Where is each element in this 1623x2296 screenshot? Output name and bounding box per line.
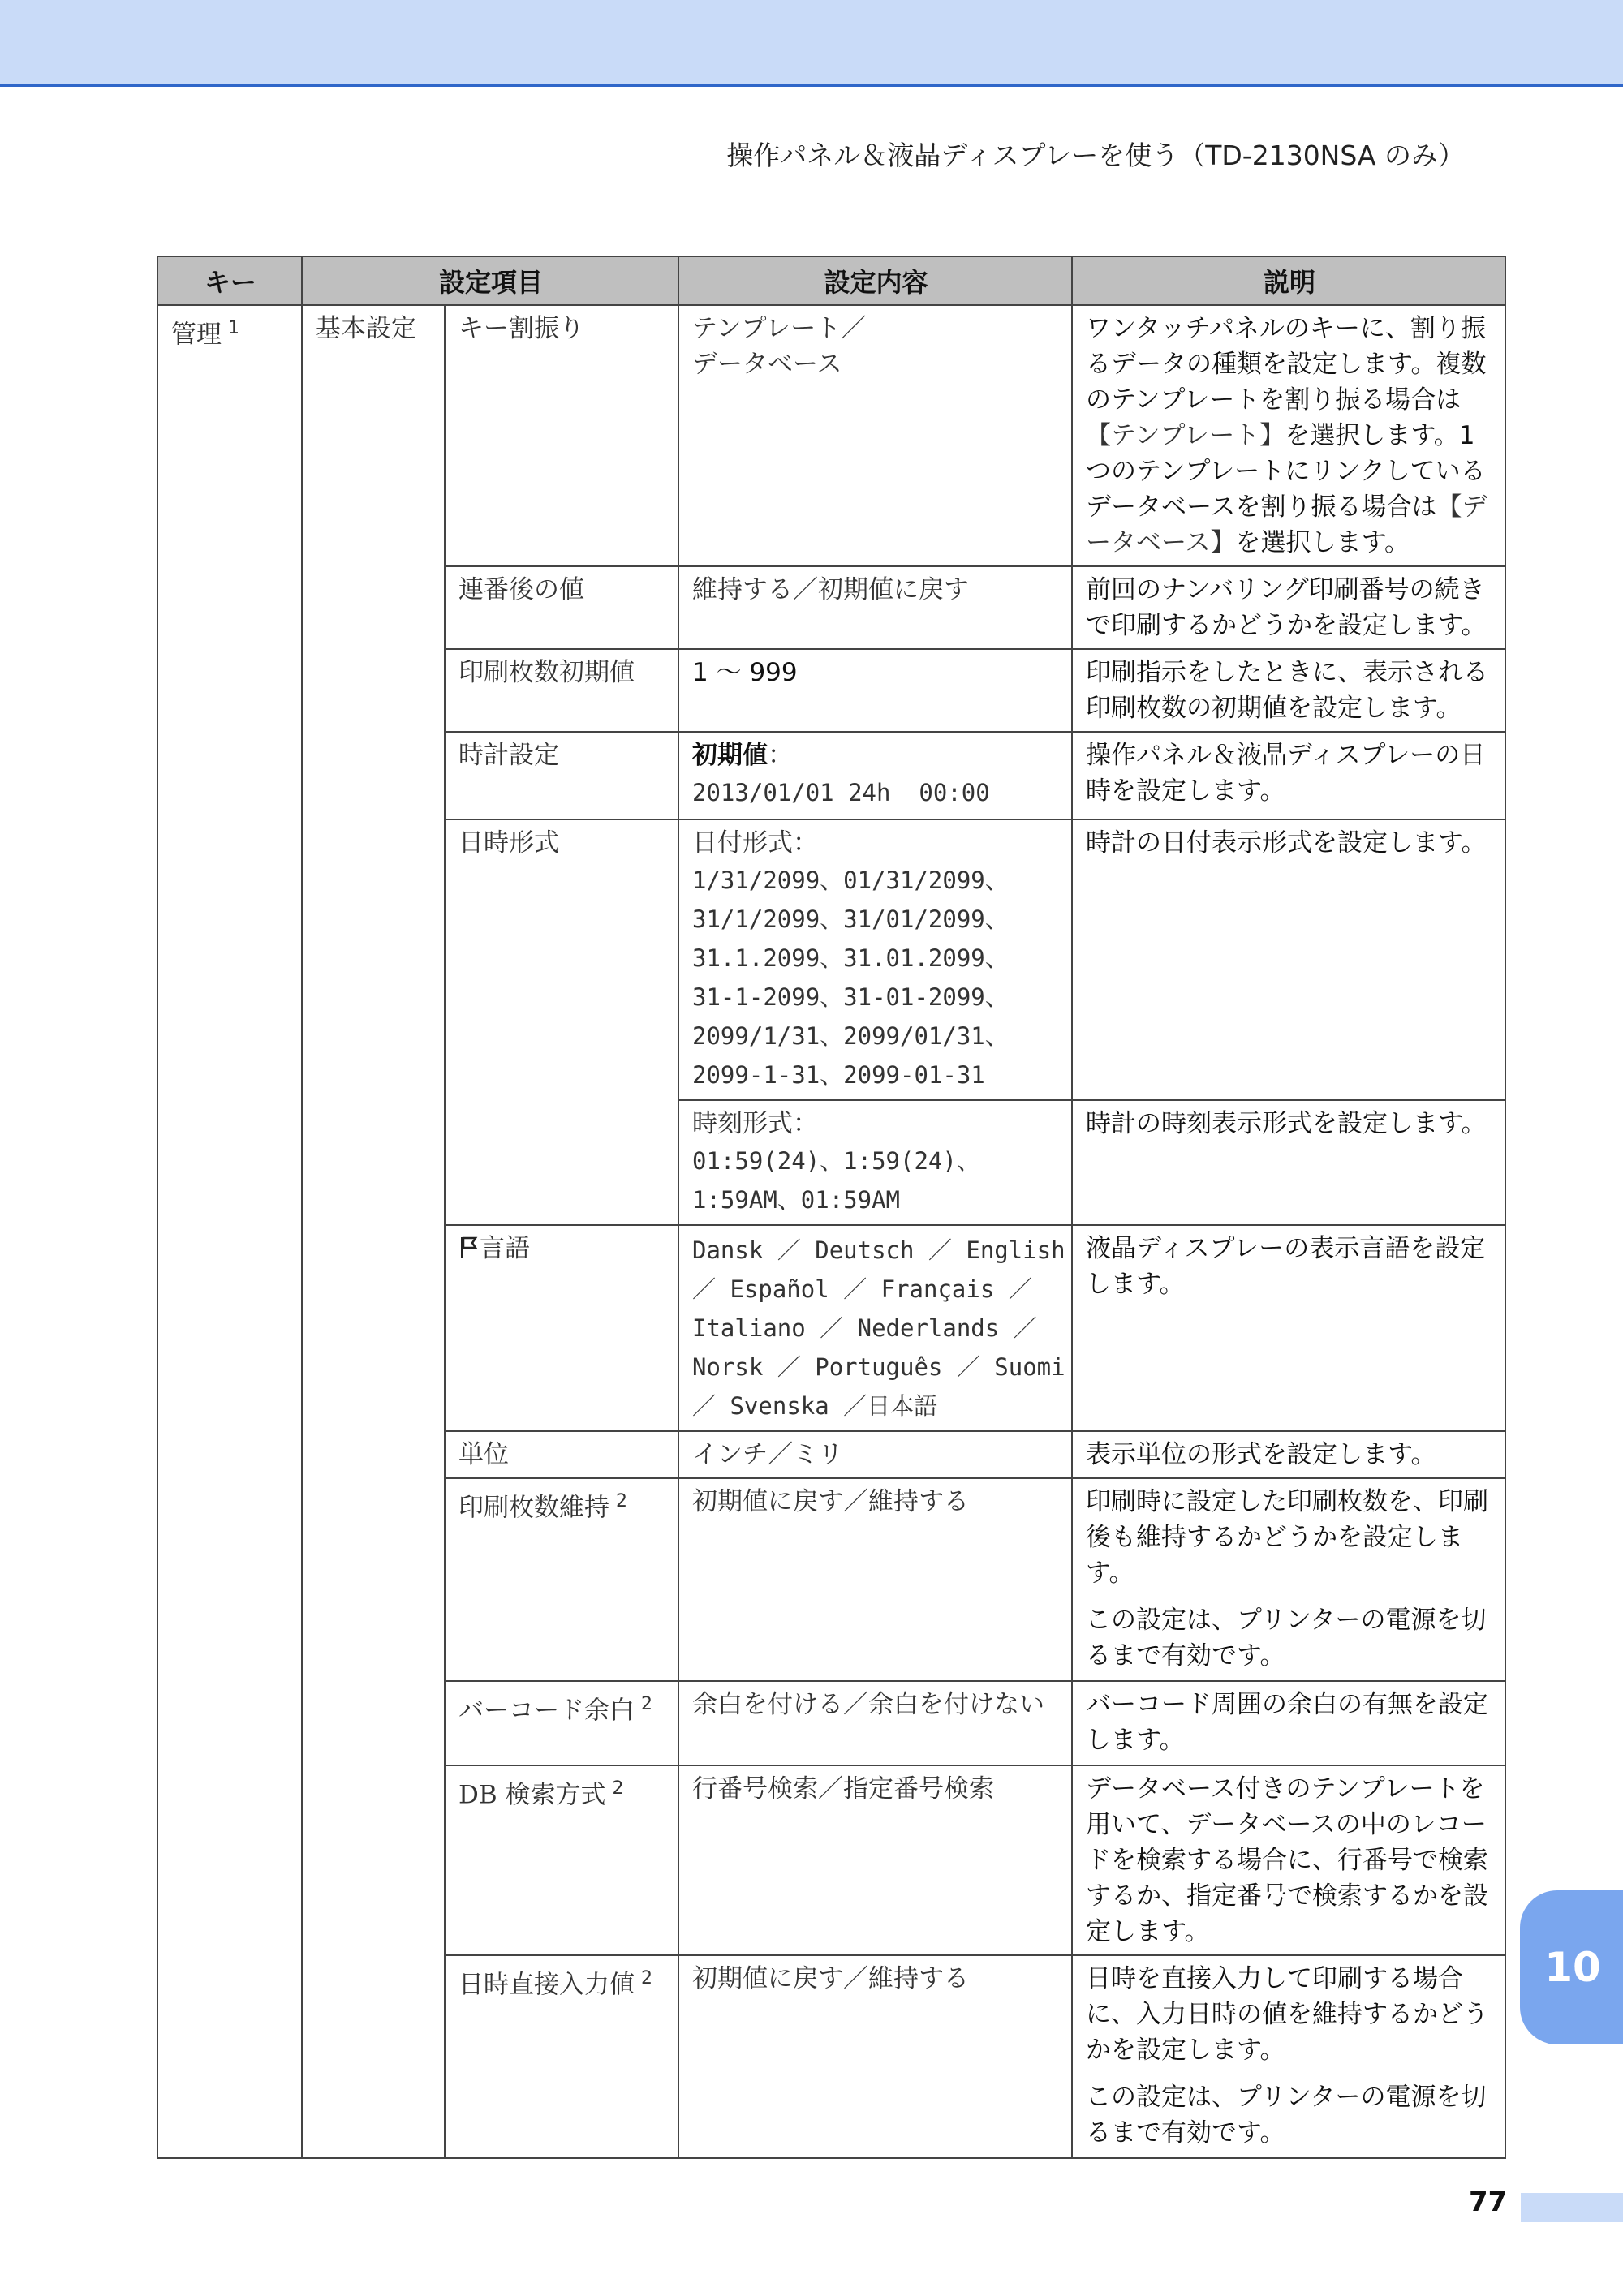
item-cell <box>445 1478 678 1681</box>
chapter-tab: 10 <box>1520 1890 1623 2044</box>
desc-cell: 操作パネル＆液晶ディスプレーの日時を設定します。 <box>1072 732 1505 819</box>
page-number-bar <box>1521 2193 1623 2222</box>
content-cell <box>678 1225 1072 1431</box>
settings-table <box>157 256 1506 2159</box>
content-cell <box>678 819 1072 1100</box>
footnote-marker: 1 <box>228 318 239 338</box>
item-cell: 連番後の値 <box>445 566 678 649</box>
content-line: 31-1-2099、31-01-2099、 <box>692 983 1009 1011</box>
content-line: 31.1.2099、31.01.2099、 <box>692 944 1009 972</box>
content-cell: 初期値に戻す／維持する <box>678 1478 1072 1681</box>
content-line: 01:59(24)、1:59(24)、 <box>692 1147 980 1175</box>
item-cell: キー割振り <box>445 305 678 566</box>
item-cell: 時計設定 <box>445 732 678 819</box>
desc-text: を選択します。 <box>1235 528 1410 557</box>
content-cell: 維持する／初期値に戻す <box>678 566 1072 649</box>
desc-cell <box>1072 1478 1505 1681</box>
content-line: 2099-1-31、2099-01-31 <box>692 1061 985 1089</box>
desc-cell: 時計の日付表示形式を設定します。 <box>1072 819 1505 1100</box>
page-number: 77 <box>1469 2186 1508 2218</box>
desc-cell: バーコード周囲の余白の有無を設定します。 <box>1072 1681 1505 1765</box>
content-cell: 余白を付ける／余白を付けない <box>678 1681 1072 1765</box>
item-label: 言語 <box>480 1234 530 1263</box>
column-header-key: キー <box>157 256 302 305</box>
desc-paragraph: この設定は、プリンターの電源を切るまで有効です。 <box>1086 2083 1487 2148</box>
content-cell: 1 ～ 999 <box>678 649 1072 732</box>
running-header: 操作パネル＆液晶ディスプレーを使う（TD-2130NSA のみ） <box>726 140 1465 171</box>
content-cell <box>678 305 1072 566</box>
table-header-row <box>157 256 1505 305</box>
footnote-marker: 2 <box>612 1778 624 1799</box>
content-line: テンプレート／ <box>692 314 867 343</box>
content-line: Italiano ／ Nederlands ／ <box>692 1314 1037 1342</box>
content-line: 31/1/2099、31/01/2099、 <box>692 905 1009 933</box>
key-label: 管理 <box>171 320 222 350</box>
content-line: Norsk ／ Português ／ Suomi <box>692 1353 1065 1381</box>
column-header-content: 設定内容 <box>678 256 1072 305</box>
flag-icon <box>458 1235 478 1259</box>
top-band <box>0 0 1623 87</box>
item-cell: 単位 <box>445 1431 678 1478</box>
content-line: ／ Español ／ Français ／ <box>692 1275 1032 1303</box>
item-cell: 日時形式 <box>445 819 678 1225</box>
desc-cell: 印刷指示をしたときに、表示される印刷枚数の初期値を設定します。 <box>1072 649 1505 732</box>
desc-cell: データベース付きのテンプレートを用いて、データベースの中のレコードを検索する場合に、行番号で検索するか、指定番号で検索するかを設定します。 <box>1072 1765 1505 1955</box>
category-cell: 基本設定 <box>302 305 445 2158</box>
content-label: 初期値 <box>692 741 768 770</box>
content-line: ／ Svenska ／日本語 <box>692 1392 938 1420</box>
content-cell <box>678 732 1072 819</box>
key-cell <box>157 305 302 2158</box>
desc-cell: 液晶ディスプレーの表示言語を設定します。 <box>1072 1225 1505 1431</box>
item-cell: 印刷枚数初期値 <box>445 649 678 732</box>
item-cell <box>445 1955 678 2158</box>
column-header-desc: 説明 <box>1072 256 1505 305</box>
desc-paragraph: 日時を直接入力して印刷する場合に、入力日時の値を維持するかどうかを設定します。 <box>1086 1964 1489 2065</box>
content-cell <box>678 1100 1072 1225</box>
content-separator: ： <box>768 741 794 770</box>
item-label: バーコード余白 <box>458 1696 635 1726</box>
desc-cell: 時計の時刻表示形式を設定します。 <box>1072 1100 1505 1225</box>
desc-text: ワンタッチパネルのキーに、割り振るデータの種類を設定します。複数のテンプレートを割り振る場合は <box>1086 314 1487 415</box>
content-line: データベース <box>692 350 842 379</box>
desc-option-name: 【テンプレート】 <box>1086 421 1285 450</box>
content-line: 1/31/2099、01/31/2099、 <box>692 866 1009 894</box>
item-label: 日時直接入力値 <box>458 1970 635 2000</box>
content-cell: 行番号検索／指定番号検索 <box>678 1765 1072 1955</box>
content-label: 時刻形式： <box>692 1109 819 1138</box>
column-header-item: 設定項目 <box>302 256 678 305</box>
content-label: 日付形式： <box>692 828 819 858</box>
desc-paragraph: この設定は、プリンターの電源を切るまで有効です。 <box>1086 1606 1487 1670</box>
content-line: Dansk ／ Deutsch ／ English <box>692 1236 1065 1264</box>
desc-text: を選択します。1 つのテンプレートにリンクしているデータベースを割り振る場合は <box>1086 421 1486 522</box>
footnote-marker: 2 <box>616 1491 627 1511</box>
content-cell: インチ／ミリ <box>678 1431 1072 1478</box>
desc-cell <box>1072 305 1505 566</box>
item-label: 印刷枚数維持 <box>458 1493 609 1523</box>
footnote-marker: 2 <box>641 1968 652 1989</box>
desc-paragraph: 印刷時に設定した印刷枚数を、印刷後も維持するかどうかを設定します。 <box>1086 1487 1489 1588</box>
item-label: DB 検索方式 <box>458 1780 606 1810</box>
item-cell <box>445 1681 678 1765</box>
content-line: 2099/1/31、2099/01/31、 <box>692 1022 1009 1050</box>
desc-cell: 前回のナンバリング印刷番号の続きで印刷するかどうかを設定します。 <box>1072 566 1505 649</box>
table-row <box>157 305 1505 566</box>
content-value: 2013/01/01 24h 00:00 <box>692 779 990 806</box>
desc-cell: 表示単位の形式を設定します。 <box>1072 1431 1505 1478</box>
content-line: 1:59AM、01:59AM <box>692 1186 900 1214</box>
desc-option-name: 【データベース】 <box>1086 492 1487 557</box>
item-cell <box>445 1225 678 1431</box>
desc-cell <box>1072 1955 1505 2158</box>
content-cell: 初期値に戻す／維持する <box>678 1955 1072 2158</box>
footnote-marker: 2 <box>641 1694 652 1714</box>
item-cell <box>445 1765 678 1955</box>
